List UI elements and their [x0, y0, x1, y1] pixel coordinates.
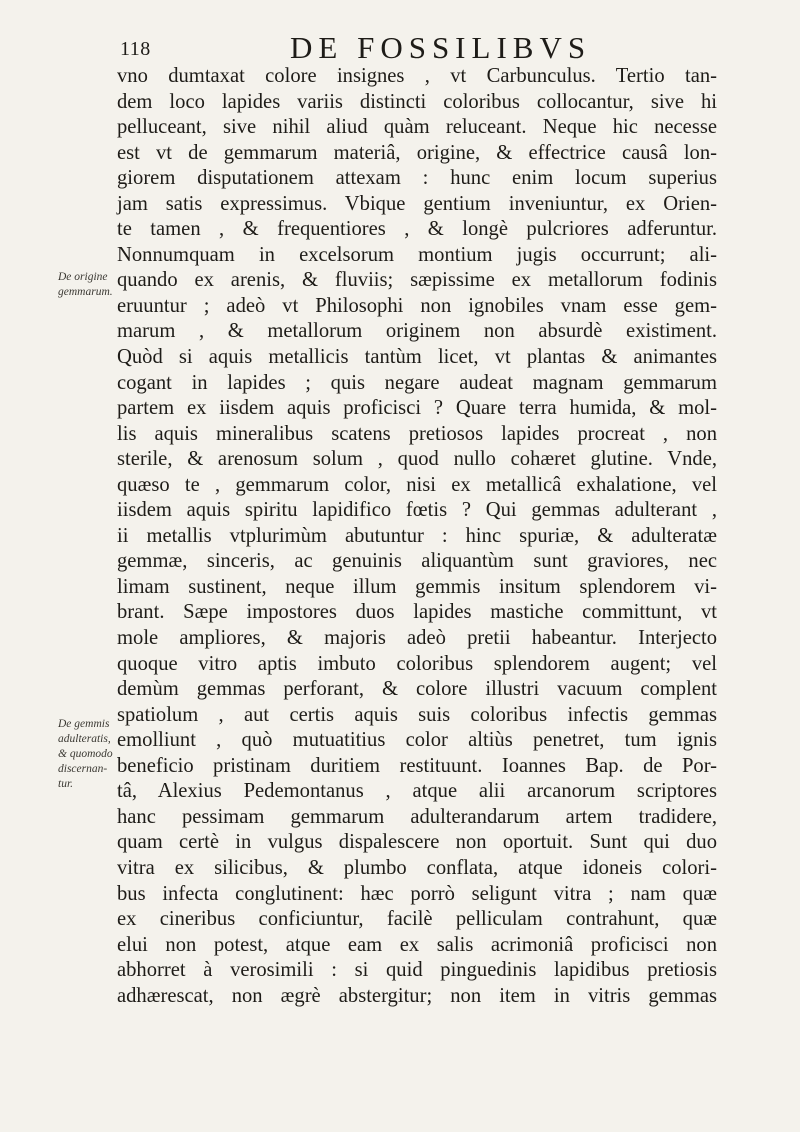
margin-note-adulterated — [58, 717, 120, 792]
running-title: DE FOSSILIBVS — [290, 30, 592, 65]
text-line: jam satis expressimus. Vbique gentium inveniuntur, ex Orien- — [117, 192, 717, 215]
text-line: quam certè in vulgus dispalescere non oportuit. Sunt qui duo — [117, 831, 717, 854]
text-line: abhorret à verosimili : si quid pinguedinis lapidibus pretiosis — [117, 959, 717, 982]
text-line: sterile, & arenosum solum , quod nullo cohæret glutine. Vnde, — [117, 448, 717, 471]
text-line: vno dumtaxat colore insignes , vt Carbunculus. Tertio tan- — [117, 65, 717, 87]
text-line: mole ampliores, & majoris adeò pretii habeantur. Interjecto — [117, 627, 717, 650]
text-line: lis aquis mineralibus scatens pretiosos lapides procreat , non — [117, 422, 717, 445]
text-line: emolliunt , quò mutuatitius color altiùs penetret, tum ignis — [117, 729, 717, 752]
text-line: te tamen , & frequentiores , & longè pulcriores adferuntur. — [117, 218, 717, 241]
text-line: hanc pessimam gemmarum adulterandarum artem tradidere, — [117, 805, 717, 828]
margin-note-line: & quomodo — [58, 748, 113, 760]
text-line: elui non potest, atque eam ex salis acrimoniâ proficisci non — [117, 933, 717, 956]
text-line: demùm gemmas perforant, & colore illustri vacuum complent — [117, 678, 717, 701]
text-line: gemmæ, sinceris, ac genuinis aliquantùm sunt graviores, nec — [117, 550, 717, 573]
text-line: dem loco lapides variis distincti coloribus collocantur, sive hi — [117, 90, 717, 113]
text-line: quando ex arenis, & fluviis; sæpissime ex metallorum fodinis — [117, 269, 717, 292]
text-line: eruuntur ; adeò vt Philosophi non ignobiles vnam esse gem- — [117, 294, 717, 317]
text-line: Quòd si aquis metallicis tantùm licet, vt plantas & animantes — [117, 346, 717, 369]
text-line: ii metallis vtplurimùm abutuntur : hinc spuriæ, & adulteratæ — [117, 524, 717, 547]
margin-note-line: De gemmis — [58, 718, 110, 730]
text-line: quoque vitro aptis imbuto coloribus splendorem augent; vel — [117, 652, 717, 675]
text-line: Nonnumquam in excelsorum montium jugis occurrunt; ali- — [117, 243, 717, 266]
text-line: beneficio pristinam duritiem restituunt. Ioannes Bap. de Por- — [117, 754, 717, 777]
text-line: brant. Sæpe impostores duos lapides mastiche committunt, vt — [117, 601, 717, 624]
margin-note-line: discernan- — [58, 763, 108, 775]
text-line: est vt de gemmarum materiâ, origine, & effectrice causâ lon- — [117, 141, 717, 164]
text-line: ex cineribus conficiuntur, facilè pelliculam contrahunt, quæ — [117, 908, 717, 931]
text-line: marum , & metallorum originem non absurdè existiment. — [117, 320, 717, 343]
text-line: adhærescat, non ægrè abstergitur; non item in vitris gemmas — [117, 984, 717, 1007]
margin-note-origin — [58, 270, 120, 300]
text-line: quæso te , gemmarum color, nisi ex metallicâ exhalatione, vel — [117, 473, 717, 496]
text-line: bus infecta conglutinent: hæc porrò seligunt vitra ; nam quæ — [117, 882, 717, 905]
margin-note-line: gemmarum. — [58, 286, 113, 298]
margin-note-line: De origine — [58, 271, 108, 283]
text-line: limam sustinent, neque illum gemmis insitum splendorem vi- — [117, 575, 717, 598]
text-line: cogant in lapides ; quis negare audeat magnam gemmarum — [117, 371, 717, 394]
text-line: partem ex iisdem aquis proficisci ? Quare terra humida, & mol- — [117, 397, 717, 420]
text-line: tâ, Alexius Pedemontanus , atque alii arcanorum scriptores — [117, 780, 717, 803]
margin-note-line: tur. — [58, 778, 74, 790]
page-number: 118 — [120, 38, 151, 60]
margin-note-line: adulteratis, — [58, 733, 111, 745]
text-line: vitra ex silicibus, & plumbo conflata, atque idoneis colori- — [117, 856, 717, 879]
text-line: iisdem aquis spiritu lapidifico fœtis ? Qui gemmas adulterant , — [117, 499, 717, 522]
text-line: spatiolum , aut certis aquis suis coloribus infectis gemmas — [117, 703, 717, 726]
text-line: pelluceant, sive nihil aliud quàm reluceant. Neque hic necesse — [117, 116, 717, 139]
body-text — [117, 64, 717, 1009]
text-line: giorem disputationem attexam : hunc enim locum superius — [117, 167, 717, 190]
